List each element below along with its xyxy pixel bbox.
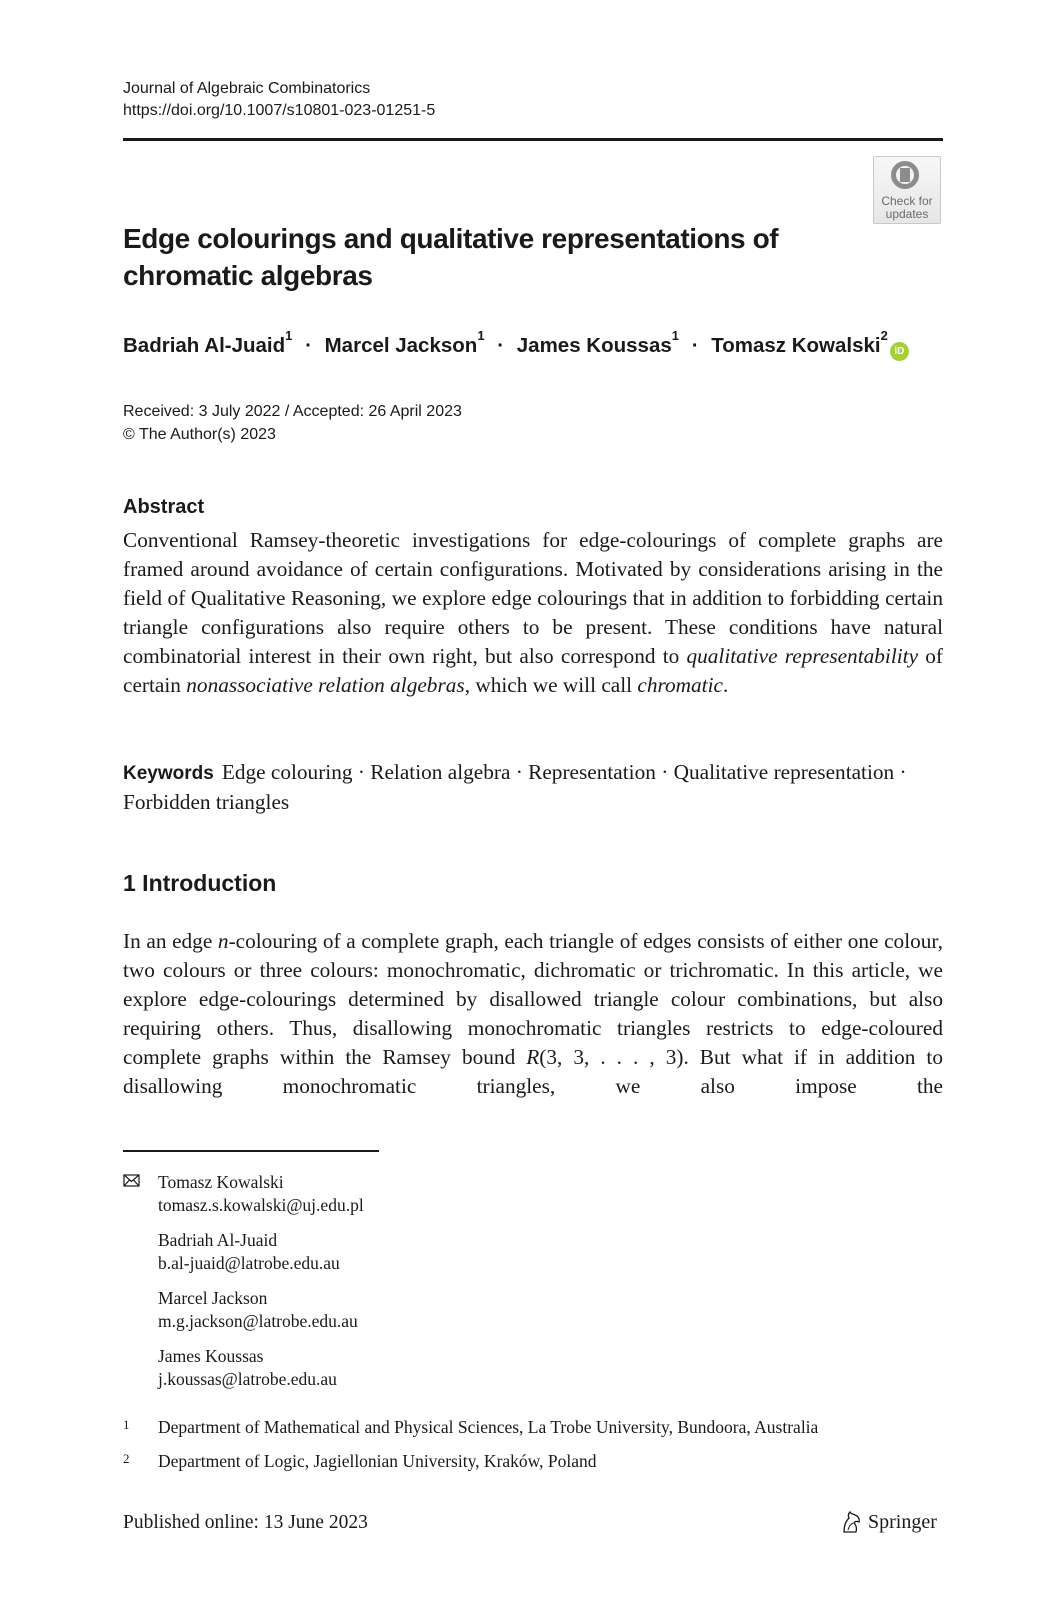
contact-name: James Koussas — [158, 1346, 264, 1366]
affiliation-number: 2 — [123, 1451, 130, 1466]
footnote-rule — [123, 1150, 379, 1152]
contact-email[interactable]: j.koussas@latrobe.edu.au — [158, 1369, 337, 1389]
contact-entry — [123, 1345, 723, 1391]
introduction-text: In an edge n-colouring of a complete graph, each triangle of edges consists of either one colour, two colours or three colours: monochromatic, dichromatic or trichromatic. In this article, we explore edge-colourings determined by disallowed triangle colour combinations, but also requiring others. Thus, disallowing monochromatic triangles restricts to edge-coloured complete graphs within the Ramsey bound R(3, 3, . . . , 3). But what if in addition to disallowing monochromatic triangles, we also impose the — [123, 929, 943, 1098]
contact-email[interactable]: tomasz.s.kowalski@uj.edu.pl — [158, 1195, 364, 1215]
author-affiliation-mark: 1 — [285, 328, 293, 343]
publication-dates — [123, 400, 462, 446]
abstract-body: Conventional Ramsey-theoretic investigations for edge-colourings of complete graphs are framed around avoidance of certain configurations. Motivated by considerations arising in the field of Qualitative Reasoning, we explore edge colourings that in addition to forbidding certain triangle configurations also require others to be present. These conditions have natural combinatorial interest in their own right, but also correspond to qualitative representability of certain nonassociative relation algebras, which we will call chromatic. — [123, 528, 943, 697]
author-name: Badriah Al-Juaid — [123, 334, 286, 357]
abstract-heading: Abstract — [123, 496, 205, 518]
affiliation-text: Department of Logic, Jagiellonian University, Kraków, Poland — [158, 1451, 597, 1471]
keywords — [123, 758, 943, 817]
publisher-name: Springer — [868, 1510, 937, 1533]
contact-entry — [123, 1229, 723, 1275]
check-for-updates-badge[interactable]: Check for updates — [873, 156, 941, 224]
journal-header — [123, 78, 435, 122]
author-separator: · — [305, 334, 312, 357]
keywords-label: Keywords — [123, 763, 214, 784]
paper-title: Edge colourings and qualitative representations of chromatic algebras — [123, 223, 779, 291]
author-name: Tomasz Kowalski — [711, 334, 881, 357]
affiliation — [123, 1450, 943, 1473]
author-name: Marcel Jackson — [324, 334, 478, 357]
bookmark-icon — [900, 168, 910, 182]
author-separator: · — [497, 334, 505, 357]
author-separator: · — [691, 334, 699, 357]
section-heading: 1 Introduction — [123, 870, 277, 896]
envelope-icon — [123, 1172, 140, 1189]
contact-entry — [123, 1171, 723, 1217]
author-affiliation-mark: 1 — [477, 328, 485, 343]
author-affiliation-mark: 2 — [880, 328, 888, 343]
contact-name: Badriah Al-Juaid — [158, 1230, 278, 1250]
header-rule — [123, 138, 943, 141]
contact-entry — [123, 1287, 723, 1333]
orcid-icon[interactable]: iD — [890, 342, 909, 361]
author-name: James Koussas — [516, 334, 672, 357]
author-list — [123, 328, 909, 361]
affiliation — [123, 1416, 943, 1439]
contact-name: Marcel Jackson — [158, 1288, 268, 1308]
journal-name: Journal of Algebraic Combinatorics — [123, 80, 371, 97]
affiliation-text: Department of Mathematical and Physical Sciences, La Trobe University, Bundoora, Australia — [158, 1417, 819, 1437]
author-affiliation-mark: 1 — [671, 328, 679, 343]
doi-link[interactable]: https://doi.org/10.1007/s10801-023-01251-5 — [123, 102, 436, 119]
received-accepted: Received: 3 July 2022 / Accepted: 26 April 2023 — [123, 403, 462, 420]
copyright: © The Author(s) 2023 — [123, 426, 276, 443]
publisher-logo — [840, 1510, 937, 1534]
contact-email[interactable]: m.g.jackson@latrobe.edu.au — [158, 1311, 358, 1331]
contact-name: Tomasz Kowalski — [158, 1172, 284, 1192]
keywords-text: Edge colouring · Relation algebra · Representation · Qualitative representation · Forbidden triangles — [123, 760, 907, 814]
contact-list — [123, 1171, 723, 1403]
springer-horse-icon — [840, 1510, 862, 1534]
affiliation-number: 1 — [123, 1417, 130, 1432]
contact-email[interactable]: b.al-juaid@latrobe.edu.au — [158, 1253, 340, 1273]
published-online: Published online: 13 June 2023 — [123, 1512, 368, 1533]
